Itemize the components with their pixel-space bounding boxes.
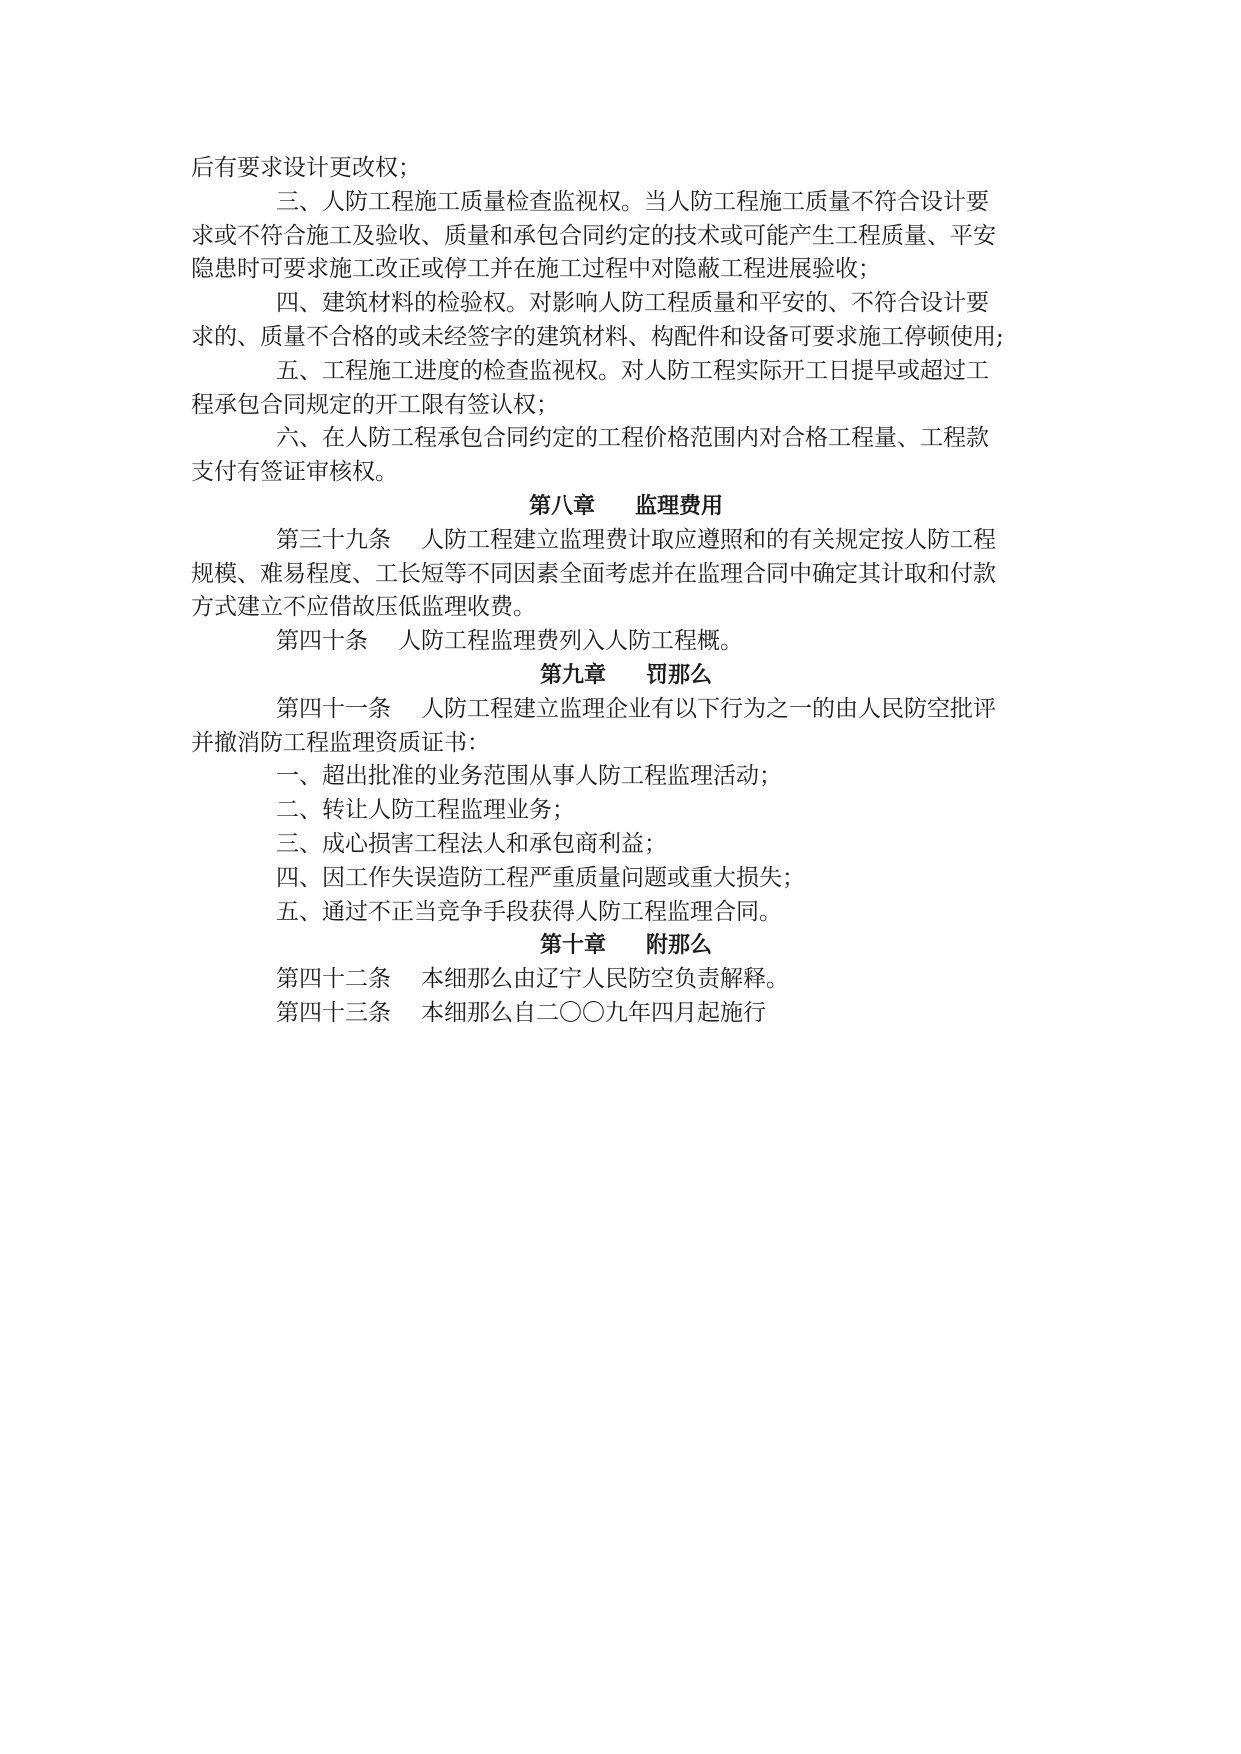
chapter-title: 罚那么 [646,662,713,688]
chapter-heading [191,929,1061,963]
article-text: 本细那么由辽宁人民防空负责解释。 [421,966,789,993]
article-text: 本细那么自二〇〇九年四月起施行 [421,999,766,1026]
list-item: 五、通过不正当竞争手段获得人防工程监理合同。 [276,898,782,925]
article-line [191,524,1061,558]
article-text: 人防工程监理费列入人防工程概。 [398,628,743,655]
text-line: 求的、质量不合格的或未经签字的建筑材料、构配件和设备可要求施工停顿使用; [191,323,1004,350]
text-line: 求或不符合施工及验收、质量和承包合同约定的技术或可能产生工程质量、平安 [191,222,996,249]
text-line: 程承包合同规定的开工限有签认权； [191,391,559,418]
article-line [191,963,1061,997]
text-line: 五、工程施工进度的检查监视权。对人防工程实际开工日提早或超过工 [276,357,989,384]
text-line: 三、人防工程施工质量检查监视权。当人防工程施工质量不符合设计要 [276,188,989,215]
article-line [191,693,1061,727]
chapter-heading [191,659,1061,693]
article-line [191,997,1061,1031]
list-item: 二、转让人防工程监理业务； [276,797,575,824]
text-line: 并撤消防工程监理资质证书： [191,729,490,756]
text-line: 隐患时可要求施工改正或停工并在施工过程中对隐蔽工程进展验收； [191,256,881,283]
article-label: 第四十三条 [276,999,391,1026]
chapter-title: 监理费用 [635,493,724,519]
article-text: 人防工程建立监理企业有以下行为之一的由人民防空批评 [421,695,996,722]
text-line: 支付有签证审核权。 [191,459,398,486]
text-line: 四、建筑材料的检验权。对影响人防工程质量和平安的、不符合设计要 [276,290,989,317]
article-text: 人防工程建立监理费计取应遵照和的有关规定按人防工程 [421,526,996,553]
text-line: 六、在人防工程承包合同约定的工程价格范围内对合格工程量、工程款 [276,425,989,452]
document-body [191,152,1061,1031]
list-item: 三、成心损害工程法人和承包商利益； [276,830,667,857]
text-line: 规模、难易程度、工长短等不同因素全面考虑并在监理合同中确定其计取和付款 [191,560,996,587]
article-label: 第四十二条 [276,966,391,993]
article-label: 第四十一条 [276,695,391,722]
article-label: 第四十条 [276,628,368,655]
text-line: 方式建立不应借故压低监理收费。 [191,594,536,621]
text-line: 后有要求设计更改权； [191,155,421,181]
chapter-number: 第十章 [539,933,606,959]
article-line [191,625,1061,659]
list-item: 一、超出批准的业务范围从事人防工程监理活动； [276,763,782,790]
chapter-number: 第八章 [528,493,595,519]
list-item: 四、因工作失误造防工程严重质量问题或重大损失； [276,864,805,891]
chapter-heading [191,490,1061,524]
chapter-title: 附那么 [646,933,713,959]
chapter-number: 第九章 [539,662,606,688]
article-label: 第三十九条 [276,526,391,553]
